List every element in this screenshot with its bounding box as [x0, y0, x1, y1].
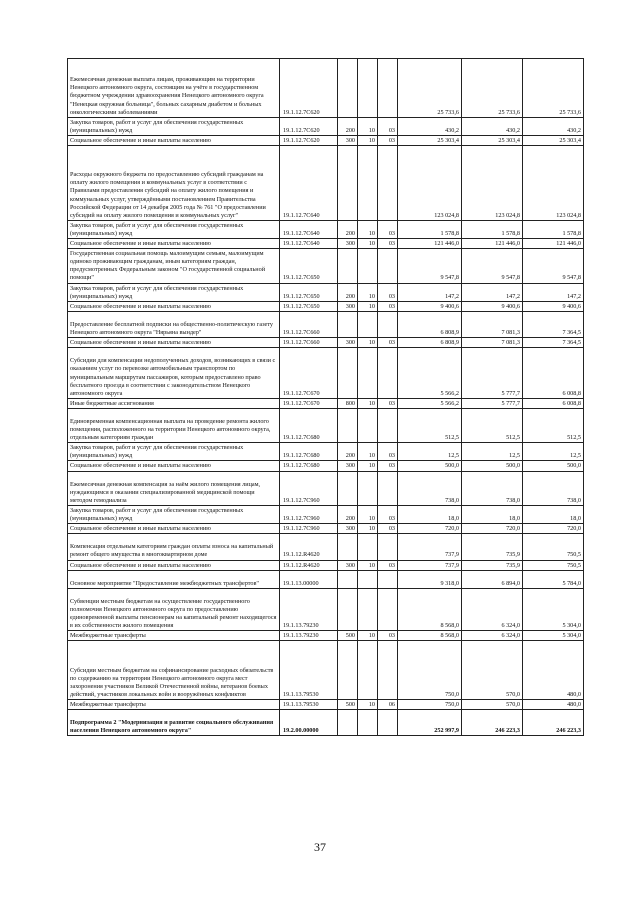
amount-year3-cell: 5 784,0 — [523, 570, 584, 588]
amount-year3-cell: 512,5 — [523, 408, 584, 442]
table-row — [68, 311, 584, 337]
row-name-cell: Предоставление бесплатной подписки на общественно-политическую газету Ненецкого автономного округа "Нярьяна вындер" — [68, 311, 280, 337]
expense-type-cell: 200 — [338, 443, 358, 461]
amount-year2-cell: 570,0 — [462, 641, 523, 700]
amount-year1-cell: 9 318,0 — [398, 570, 462, 588]
target-article-cell: 19.1.13.79530 — [280, 700, 338, 710]
row-name-cell: Ежемесячная денежная компенсация за наём жилого помещения лицам, нуждающимся в оказании специализированной медицинской помощи методом гемодиализа — [68, 471, 280, 505]
row-name-cell: Ежемесячная денежная выплата лицам, проживающим на территории Ненецкого автономного округа, состоящим на учёте в государственном бюджетном учреждении здравоохранения Ненецкого автономного округа "Ненецкая окружная больница", больных сахарным диабетом и больных онкологическими заболеваниями — [68, 59, 280, 118]
table-row — [68, 524, 584, 534]
section-cell: 10 — [358, 117, 378, 135]
section-cell: 10 — [358, 283, 378, 301]
table-row — [68, 398, 584, 408]
expense-type-cell — [338, 408, 358, 442]
target-article-cell: 19.1.12.7С660 — [280, 311, 338, 337]
amount-year2-cell: 18,0 — [462, 505, 523, 523]
amount-year3-cell: 430,2 — [523, 117, 584, 135]
subsection-cell: 03 — [378, 398, 398, 408]
amount-year3-cell: 9 547,8 — [523, 249, 584, 283]
table-body — [68, 59, 584, 736]
amount-year3-cell: 738,0 — [523, 471, 584, 505]
amount-year1-cell: 737,9 — [398, 560, 462, 570]
amount-year2-cell: 500,0 — [462, 461, 523, 471]
amount-year3-cell: 7 364,5 — [523, 338, 584, 348]
row-name-cell: Закупка товаров, работ и услуг для обеспечения государственных (муниципальных) нужд — [68, 283, 280, 301]
table-row — [68, 135, 584, 145]
subsection-cell: 06 — [378, 700, 398, 710]
amount-year2-cell: 12,5 — [462, 443, 523, 461]
amount-year3-cell: 480,0 — [523, 641, 584, 700]
target-article-cell: 19.1.12.7С960 — [280, 471, 338, 505]
amount-year1-cell: 738,0 — [398, 471, 462, 505]
table-row — [68, 560, 584, 570]
amount-year2-cell: 735,9 — [462, 534, 523, 560]
amount-year2-cell: 25 303,4 — [462, 135, 523, 145]
row-name-cell: Межбюджетные трансферты — [68, 631, 280, 641]
target-article-cell: 19.1.12.7С680 — [280, 443, 338, 461]
amount-year3-cell: 750,5 — [523, 560, 584, 570]
subsection-cell — [378, 311, 398, 337]
expense-type-cell: 300 — [338, 461, 358, 471]
section-cell: 10 — [358, 700, 378, 710]
target-article-cell: 19.1.13.79530 — [280, 641, 338, 700]
amount-year1-cell: 720,0 — [398, 524, 462, 534]
expense-type-cell: 300 — [338, 239, 358, 249]
amount-year2-cell: 6 894,0 — [462, 570, 523, 588]
expense-type-cell: 300 — [338, 338, 358, 348]
subsection-cell — [378, 408, 398, 442]
amount-year1-cell: 9 400,6 — [398, 301, 462, 311]
amount-year3-cell: 147,2 — [523, 283, 584, 301]
table-row — [68, 461, 584, 471]
amount-year3-cell: 9 400,6 — [523, 301, 584, 311]
expense-type-cell — [338, 145, 358, 220]
target-article-cell: 19.1.12.R4620 — [280, 534, 338, 560]
row-name-cell: Социальное обеспечение и иные выплаты населению — [68, 560, 280, 570]
table-row — [68, 338, 584, 348]
amount-year2-cell: 121 446,0 — [462, 239, 523, 249]
target-article-cell: 19.1.12.7С640 — [280, 239, 338, 249]
section-cell: 10 — [358, 631, 378, 641]
amount-year1-cell: 8 568,0 — [398, 588, 462, 631]
section-cell — [358, 588, 378, 631]
subsection-cell — [378, 471, 398, 505]
amount-year1-cell: 6 808,9 — [398, 338, 462, 348]
expense-type-cell — [338, 311, 358, 337]
page-number: 37 — [314, 840, 326, 854]
section-cell — [358, 311, 378, 337]
section-cell — [358, 570, 378, 588]
subsection-cell: 03 — [378, 301, 398, 311]
section-cell: 10 — [358, 505, 378, 523]
amount-year2-cell: 5 777,7 — [462, 398, 523, 408]
amount-year2-cell: 6 324,0 — [462, 631, 523, 641]
row-name-cell: Закупка товаров, работ и услуг для обеспечения государственных (муниципальных) нужд — [68, 220, 280, 238]
table-row — [68, 249, 584, 283]
section-cell: 10 — [358, 524, 378, 534]
subsection-cell: 03 — [378, 505, 398, 523]
row-name-cell: Социальное обеспечение и иные выплаты населению — [68, 524, 280, 534]
subsection-cell — [378, 641, 398, 700]
amount-year3-cell: 12,5 — [523, 443, 584, 461]
amount-year3-cell: 246 223,3 — [523, 710, 584, 736]
target-article-cell: 19.1.12.7С960 — [280, 524, 338, 534]
amount-year1-cell: 123 024,8 — [398, 145, 462, 220]
table-row — [68, 283, 584, 301]
amount-year3-cell: 7 364,5 — [523, 311, 584, 337]
table-row — [68, 710, 584, 736]
table-row — [68, 443, 584, 461]
amount-year1-cell: 252 997,9 — [398, 710, 462, 736]
expense-type-cell — [338, 588, 358, 631]
expense-type-cell: 300 — [338, 524, 358, 534]
row-name-cell: Единовременная компенсационная выплата на проведение ремонта жилого помещения, расположенного на территории Ненецкого автономного округа, отдельным категориям граждан — [68, 408, 280, 442]
amount-year1-cell: 6 808,9 — [398, 311, 462, 337]
table-row — [68, 631, 584, 641]
target-article-cell: 19.1.12.7С650 — [280, 283, 338, 301]
subsection-cell: 03 — [378, 443, 398, 461]
expense-type-cell — [338, 534, 358, 560]
target-article-cell: 19.1.12.7С650 — [280, 301, 338, 311]
amount-year1-cell: 750,0 — [398, 641, 462, 700]
amount-year3-cell: 480,0 — [523, 700, 584, 710]
amount-year2-cell: 147,2 — [462, 283, 523, 301]
row-name-cell: Закупка товаров, работ и услуг для обеспечения государственных (муниципальных) нужд — [68, 117, 280, 135]
subsection-cell: 03 — [378, 135, 398, 145]
subsection-cell: 03 — [378, 117, 398, 135]
expense-type-cell: 800 — [338, 398, 358, 408]
section-cell: 10 — [358, 461, 378, 471]
row-name-cell: Социальное обеспечение и иные выплаты населению — [68, 135, 280, 145]
row-name-cell: Межбюджетные трансферты — [68, 700, 280, 710]
amount-year2-cell: 735,9 — [462, 560, 523, 570]
section-cell: 10 — [358, 338, 378, 348]
amount-year1-cell: 9 547,8 — [398, 249, 462, 283]
row-name-cell: Субсидии местным бюджетам на софинансирование расходных обязательств по содержанию на территории Ненецкого автономного округа мест захоронения участников Великой Отечественной войны, ветеранов боевых действий, участников локальных войн и вооружённых конфликтов — [68, 641, 280, 700]
row-name-cell: Субвенции местным бюджетам на осуществление государственного полномочия Ненецкого автономного округа по предоставлению единовременной выплаты пенсионерам на капитальный ремонт находящегося в их собственности жилого помещения — [68, 588, 280, 631]
section-cell — [358, 641, 378, 700]
expense-type-cell: 300 — [338, 135, 358, 145]
table-row — [68, 145, 584, 220]
expense-type-cell: 300 — [338, 301, 358, 311]
amount-year3-cell: 6 008,8 — [523, 398, 584, 408]
section-cell — [358, 145, 378, 220]
target-article-cell: 19.1.12.7С680 — [280, 461, 338, 471]
expense-type-cell — [338, 710, 358, 736]
amount-year1-cell: 1 578,8 — [398, 220, 462, 238]
subsection-cell: 03 — [378, 560, 398, 570]
subsection-cell — [378, 534, 398, 560]
amount-year1-cell: 25 303,4 — [398, 135, 462, 145]
row-name-cell: Социальное обеспечение и иные выплаты населению — [68, 461, 280, 471]
target-article-cell: 19.2.00.00000 — [280, 710, 338, 736]
row-name-cell: Социальное обеспечение и иные выплаты населению — [68, 239, 280, 249]
amount-year1-cell: 18,0 — [398, 505, 462, 523]
amount-year1-cell: 737,9 — [398, 534, 462, 560]
subsection-cell: 03 — [378, 524, 398, 534]
row-name-cell: Основное мероприятие "Предоставление межбюджетных трансфертов" — [68, 570, 280, 588]
target-article-cell: 19.1.12.7С640 — [280, 220, 338, 238]
amount-year1-cell: 12,5 — [398, 443, 462, 461]
expense-type-cell — [338, 348, 358, 399]
expense-type-cell: 500 — [338, 700, 358, 710]
subsection-cell — [378, 249, 398, 283]
expense-type-cell: 300 — [338, 560, 358, 570]
row-name-cell: Субсидии для компенсации недополученных доходов, возникающих в связи с оказанием услуг по перевозке автомобильным транспортом по муниципальным маршрутам пассажиров, которым предоставлено право бесплатного проезда в соответствии с законодательством Ненецкого автономного округа — [68, 348, 280, 399]
table-row — [68, 239, 584, 249]
amount-year1-cell: 5 566,2 — [398, 348, 462, 399]
amount-year3-cell: 1 578,8 — [523, 220, 584, 238]
table-row — [68, 471, 584, 505]
table-row — [68, 570, 584, 588]
target-article-cell: 19.1.12.7С670 — [280, 348, 338, 399]
amount-year2-cell: 1 578,8 — [462, 220, 523, 238]
target-article-cell: 19.1.13.00000 — [280, 570, 338, 588]
target-article-cell: 19.1.12.7С640 — [280, 145, 338, 220]
section-cell: 10 — [358, 220, 378, 238]
row-name-cell: Подпрограмма 2 "Модернизация и развитие социального обслуживания населения Ненецкого автономного округа" — [68, 710, 280, 736]
amount-year2-cell: 123 024,8 — [462, 145, 523, 220]
amount-year3-cell: 750,5 — [523, 534, 584, 560]
table-row — [68, 408, 584, 442]
amount-year2-cell: 25 733,6 — [462, 59, 523, 118]
expense-type-cell: 500 — [338, 631, 358, 641]
row-name-cell: Компенсация отдельным категориям граждан оплаты взноса на капитальный ремонт общего имущества в многоквартирном доме — [68, 534, 280, 560]
target-article-cell: 19.1.12.7С660 — [280, 338, 338, 348]
target-article-cell: 19.1.13.79230 — [280, 631, 338, 641]
amount-year3-cell: 123 024,8 — [523, 145, 584, 220]
section-cell: 10 — [358, 135, 378, 145]
row-name-cell: Государственная социальная помощь малоимущим семьям, малоимущим одиноко проживающим гражданам, иным категориям граждан, предусмотренных Федеральным законом "О государственной социальной помощи" — [68, 249, 280, 283]
table-row — [68, 641, 584, 700]
section-cell — [358, 59, 378, 118]
table-row — [68, 117, 584, 135]
expense-type-cell — [338, 570, 358, 588]
target-article-cell: 19.1.12.7С960 — [280, 505, 338, 523]
table-row — [68, 301, 584, 311]
section-cell — [358, 348, 378, 399]
target-article-cell: 19.1.13.79230 — [280, 588, 338, 631]
subsection-cell — [378, 710, 398, 736]
amount-year2-cell: 5 777,7 — [462, 348, 523, 399]
amount-year1-cell: 147,2 — [398, 283, 462, 301]
table-row — [68, 505, 584, 523]
amount-year1-cell: 25 733,6 — [398, 59, 462, 118]
amount-year2-cell: 512,5 — [462, 408, 523, 442]
target-article-cell: 19.1.12.7С620 — [280, 59, 338, 118]
table-row — [68, 59, 584, 118]
amount-year1-cell: 500,0 — [398, 461, 462, 471]
expense-type-cell — [338, 641, 358, 700]
subsection-cell — [378, 145, 398, 220]
subsection-cell: 03 — [378, 461, 398, 471]
amount-year2-cell: 7 081,3 — [462, 311, 523, 337]
subsection-cell: 03 — [378, 220, 398, 238]
section-cell: 10 — [358, 398, 378, 408]
target-article-cell: 19.1.12.7С620 — [280, 135, 338, 145]
amount-year3-cell: 121 446,0 — [523, 239, 584, 249]
amount-year3-cell: 25 733,6 — [523, 59, 584, 118]
section-cell — [358, 710, 378, 736]
amount-year2-cell: 6 324,0 — [462, 588, 523, 631]
subsection-cell — [378, 588, 398, 631]
target-article-cell: 19.1.12.7С620 — [280, 117, 338, 135]
section-cell: 10 — [358, 301, 378, 311]
amount-year1-cell: 750,0 — [398, 700, 462, 710]
amount-year3-cell: 720,0 — [523, 524, 584, 534]
row-name-cell: Расходы окружного бюджета по предоставлению субсидий гражданам на оплату жилого помещения и коммунальных услуг в соответствии с Правилами предоставления субсидий на оплату жилого помещения и коммунальных услуг, утверждёнными постановлением Правительства Российской Федерации от 14 декабря 2005 года № 761 "О предоставлении субсидий на оплату жилого помещения и коммунальных услуг" — [68, 145, 280, 220]
amount-year2-cell: 9 400,6 — [462, 301, 523, 311]
section-cell — [358, 534, 378, 560]
amount-year1-cell: 8 568,0 — [398, 631, 462, 641]
section-cell: 10 — [358, 239, 378, 249]
expense-type-cell: 200 — [338, 283, 358, 301]
amount-year2-cell: 570,0 — [462, 700, 523, 710]
subsection-cell: 03 — [378, 239, 398, 249]
amount-year2-cell: 720,0 — [462, 524, 523, 534]
row-name-cell: Закупка товаров, работ и услуг для обеспечения государственных (муниципальных) нужд — [68, 505, 280, 523]
amount-year3-cell: 500,0 — [523, 461, 584, 471]
target-article-cell: 19.1.12.7С680 — [280, 408, 338, 442]
row-name-cell: Закупка товаров, работ и услуг для обеспечения государственных (муниципальных) нужд — [68, 443, 280, 461]
section-cell — [358, 408, 378, 442]
amount-year2-cell: 7 081,3 — [462, 338, 523, 348]
table-row — [68, 588, 584, 631]
subsection-cell: 03 — [378, 283, 398, 301]
row-name-cell: Социальное обеспечение и иные выплаты населению — [68, 338, 280, 348]
expense-type-cell: 200 — [338, 117, 358, 135]
expense-type-cell — [338, 249, 358, 283]
row-name-cell: Социальное обеспечение и иные выплаты населению — [68, 301, 280, 311]
amount-year1-cell: 430,2 — [398, 117, 462, 135]
amount-year3-cell: 5 304,0 — [523, 588, 584, 631]
table-row — [68, 348, 584, 399]
target-article-cell: 19.1.12.7С670 — [280, 398, 338, 408]
amount-year2-cell: 246 223,3 — [462, 710, 523, 736]
amount-year2-cell: 9 547,8 — [462, 249, 523, 283]
expense-type-cell — [338, 59, 358, 118]
table-row — [68, 220, 584, 238]
section-cell: 10 — [358, 560, 378, 570]
amount-year2-cell: 430,2 — [462, 117, 523, 135]
subsection-cell: 03 — [378, 631, 398, 641]
section-cell: 10 — [358, 443, 378, 461]
amount-year1-cell: 121 446,0 — [398, 239, 462, 249]
subsection-cell — [378, 59, 398, 118]
amount-year1-cell: 5 566,2 — [398, 398, 462, 408]
table-row — [68, 700, 584, 710]
subsection-cell — [378, 570, 398, 588]
amount-year1-cell: 512,5 — [398, 408, 462, 442]
amount-year3-cell: 25 303,4 — [523, 135, 584, 145]
section-cell — [358, 471, 378, 505]
subsection-cell: 03 — [378, 338, 398, 348]
row-name-cell: Иные бюджетные ассигнования — [68, 398, 280, 408]
section-cell — [358, 249, 378, 283]
target-article-cell: 19.1.12.7С650 — [280, 249, 338, 283]
target-article-cell: 19.1.12.R4620 — [280, 560, 338, 570]
table-row — [68, 534, 584, 560]
amount-year3-cell: 18,0 — [523, 505, 584, 523]
budget-table — [67, 58, 584, 736]
expense-type-cell: 200 — [338, 220, 358, 238]
amount-year2-cell: 738,0 — [462, 471, 523, 505]
amount-year3-cell: 5 304,0 — [523, 631, 584, 641]
expense-type-cell — [338, 471, 358, 505]
expense-type-cell: 200 — [338, 505, 358, 523]
amount-year3-cell: 6 008,8 — [523, 348, 584, 399]
subsection-cell — [378, 348, 398, 399]
